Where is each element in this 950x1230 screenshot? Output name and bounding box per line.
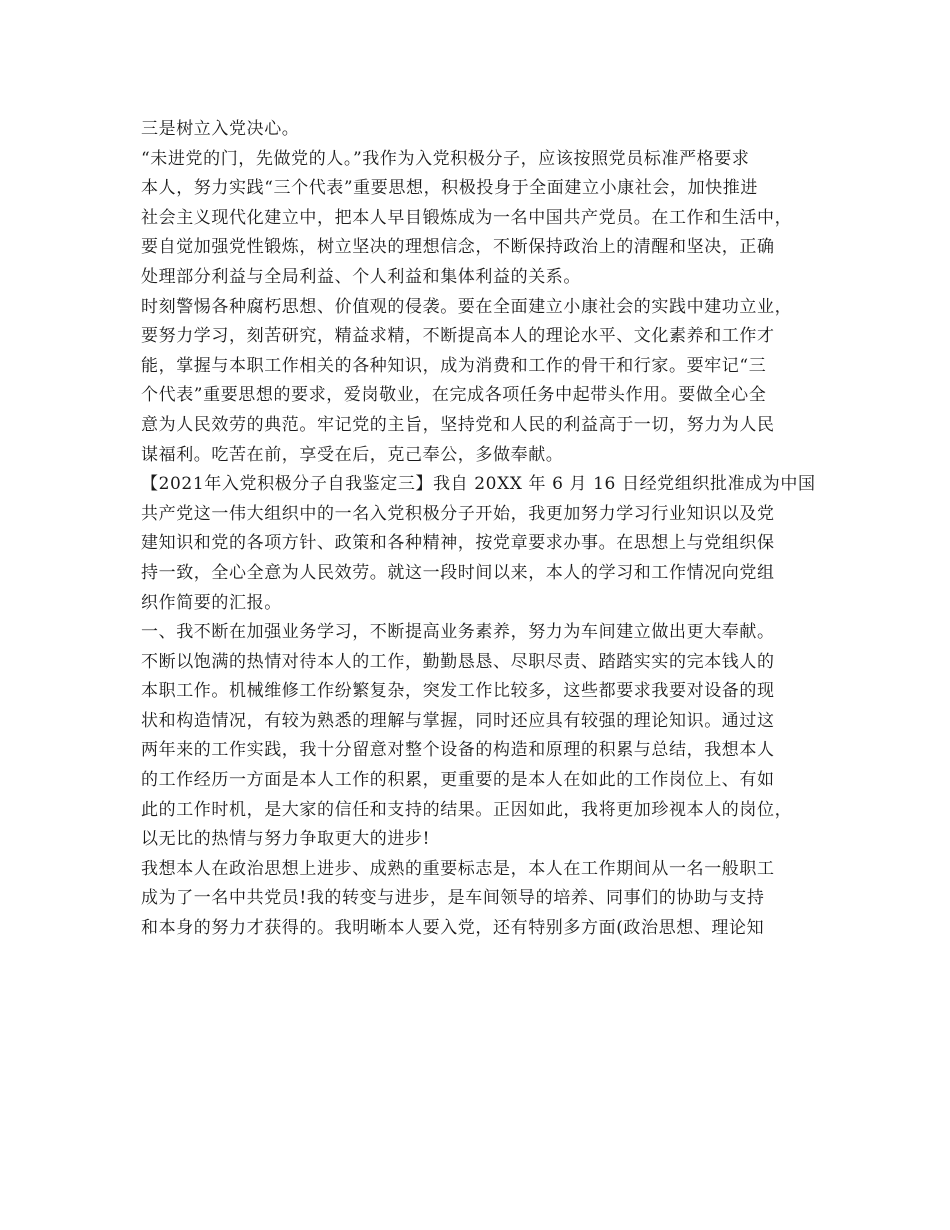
text-line: 状和构造情况，有较为熟悉的理解与掌握，同时还应具有较强的理论知识。通过这 (141, 710, 775, 731)
text-line: 社会主义现代化建立中，把本人早目锻炼成为一名中国共产党员。在工作和生活中， (141, 207, 793, 228)
text-line: 此的工作时机，是大家的信任和支持的结果。正因如此，我将更加珍视本人的岗位， (141, 799, 793, 820)
text-line: 个代表”重要思想的要求，爱岗敬业，在完成各项任务中起带头作用。要做全心全 (141, 385, 767, 406)
document-body (141, 115, 821, 944)
text-line: 和本身的努力才获得的。我明晰本人要入党，还有特别多方面(政治思想、理论知 (141, 918, 765, 939)
text-line: 处理部分利益与全局利益、个人利益和集体利益的关系。 (141, 266, 581, 287)
text-line: 以无比的热情与努力争取更大的进步! (141, 829, 431, 850)
text-line: 要自觉加强党性锻炼，树立坚决的理想信念，不断保持政治上的清醒和坚决，正确 (141, 237, 775, 258)
text-line: 持一致，全心全意为人民效劳。就这一段时间以来，本人的学习和工作情况向党组 (141, 562, 775, 583)
text-line: 能，掌握与本职工作相关的各种知识，成为消费和工作的骨干和行家。要牢记“三 (141, 355, 767, 376)
text-line: 意为人民效劳的典范。牢记党的主旨，坚持党和人民的利益高于一切，努力为人民 (141, 414, 775, 435)
text-line: 共产党这一伟大组织中的一名入党积极分子开始，我更加努力学习行业知识以及党 (141, 503, 775, 524)
text-line: 织作简要的汇报。 (141, 592, 282, 613)
text-line: 成为了一名中共党员!我的转变与进步，是车间领导的培养、同事们的协助与支持 (141, 888, 765, 909)
text-line: 的工作经历一方面是本人工作的积累，更重要的是本人在如此的工作岗位上、有如 (141, 770, 775, 791)
text-line: 本人，努力实践“三个代表”重要思想，积极投身于全面建立小康社会，加快推进 (141, 178, 758, 199)
text-line: 谋福利。吃苦在前，享受在后，克己奉公，多做奉献。 (141, 444, 564, 465)
text-line: 时刻警惕各种腐朽思想、价值观的侵袭。要在全面建立小康社会的实践中建功立业， (141, 296, 793, 317)
text-line: 我想本人在政治思想上进步、成熟的重要标志是，本人在工作期间从一名一般职工 (141, 858, 775, 879)
text-line: 不断以饱满的热情对待本人的工作，勤勤恳恳、尽职尽责、踏踏实实的完本钱人的 (141, 651, 775, 672)
text-line: 两年来的工作实践，我十分留意对整个设备的构造和原理的积累与总结，我想本人 (141, 740, 775, 761)
text-line: 一、我不断在加强业务学习，不断提高业务素养，努力为车间建立做出更大奉献。 (141, 622, 775, 643)
text-line: “未进党的门，先做党的人。”我作为入党积极分子，应该按照党员标准严格要求 (141, 148, 750, 169)
text-line: 【2021年入党积极分子自我鉴定三】我自 20XX 年 6 月 16 日经党组织批准成为中国 (141, 474, 816, 495)
text-line: 三是树立入党决心。 (141, 119, 300, 139)
text-line: 要努力学习，刻苦研究，精益求精，不断提高本人的理论水平、文化素养和工作才 (141, 326, 775, 347)
text-line: 本职工作。机械维修工作纷繁复杂，突发工作比较多，这些都要求我要对设备的现 (141, 681, 775, 702)
text-line: 建知识和党的各项方针、政策和各种精神，按党章要求办事。在思想上与党组织保 (141, 533, 775, 554)
